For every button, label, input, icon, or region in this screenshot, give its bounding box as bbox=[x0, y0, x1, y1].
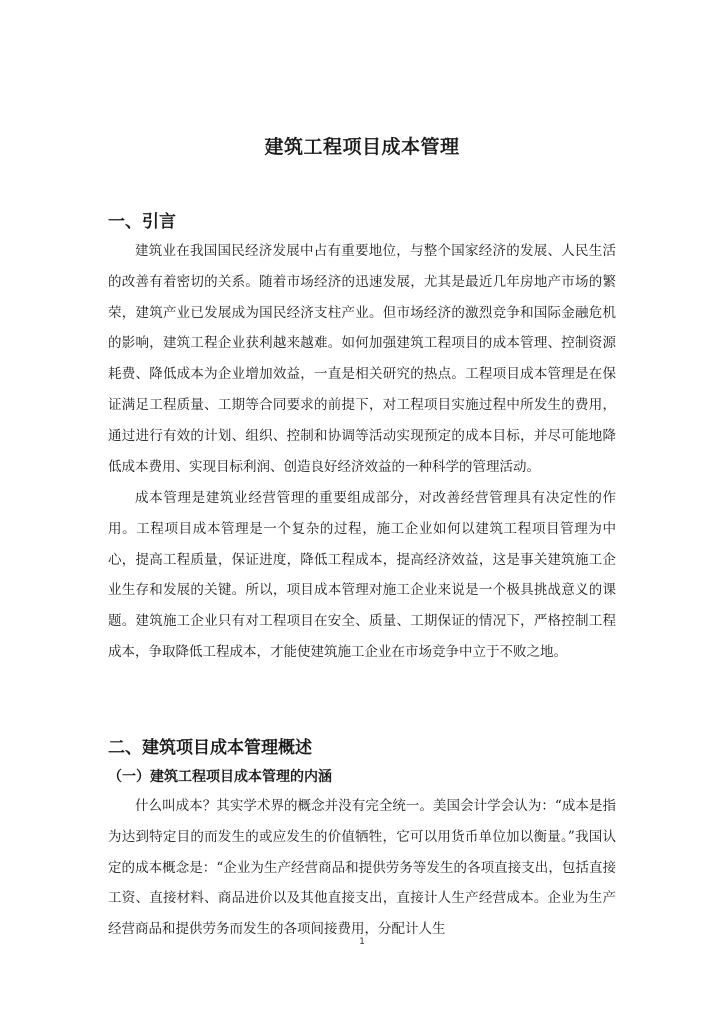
section-1-heading: 一、引言 bbox=[108, 212, 176, 232]
document-title: 建筑工程项目成本管理 bbox=[264, 136, 460, 158]
page-number: 1 bbox=[359, 937, 365, 947]
section-2-heading: 二、建筑项目成本管理概述 bbox=[108, 738, 312, 758]
section-1-paragraph-2: 成本管理是建筑业经营管理的重要组成部分，对改善经营管理具有决定性的作用。工程项目成本管理是一个复杂的过程，施工企业如何以建筑工程项目管理为中心，提高工程质量，保证进度，降低工程成本，提高经济效益，这是事关建筑施工企业生存和发展的关键。所以，项目成本管理对施工企业来说是一个极具挑战意义的课题。建筑施工企业只有对工程项目在安全、质量、工期保证的情况下，严格控制工程成本，争取降低工程成本，才能使建筑施工企业在市场竞争中立于不败之地。 bbox=[108, 490, 616, 660]
section-2-subheading: （一）建筑工程项目成本管理的内涵 bbox=[108, 769, 332, 785]
section-1-paragraph-1: 建筑业在我国国民经济发展中占有重要地位，与整个国家经济的发展、人民生活的改善有着密切的关系。随着市场经济的迅速发展，尤其是最近几年房地产市场的繁荣，建筑产业已发展成为国民经济支柱产业。但市场经济的激烈竞争和国际金融危机的影响，建筑工程企业获利越来越难。如何加强建筑工程项目的成本管理、控制资源耗费、降低成本为企业增加效益，一直是相关研究的热点。工程项目成本管理是在保证满足工程质量、工期等合同要求的前提下，对工程项目实施过程中所发生的费用，通过进行有效的计划、组织、控制和协调等活动实现预定的成本目标，并尽可能地降低成本费用、实现目标利润、创造良好经济效益的一种科学的管理活动。 bbox=[108, 243, 616, 475]
section-2-paragraph-1: 什么叫成本？其实学术界的概念并没有完全统一。美国会计学会认为：“成本是指为达到特定目的而发生的或应发生的价值牺牲，它可以用货币单位加以衡量。”我国认定的成本概念是：“企业为生产经营商品和提供劳务等发生的各项直接支出，包括直接工资、直接材料、商品进价以及其他直接支出，直接计人生产经营成本。企业为生产经营商品和提供劳务而发生的各项间接费用，分配计人生 bbox=[108, 798, 616, 938]
